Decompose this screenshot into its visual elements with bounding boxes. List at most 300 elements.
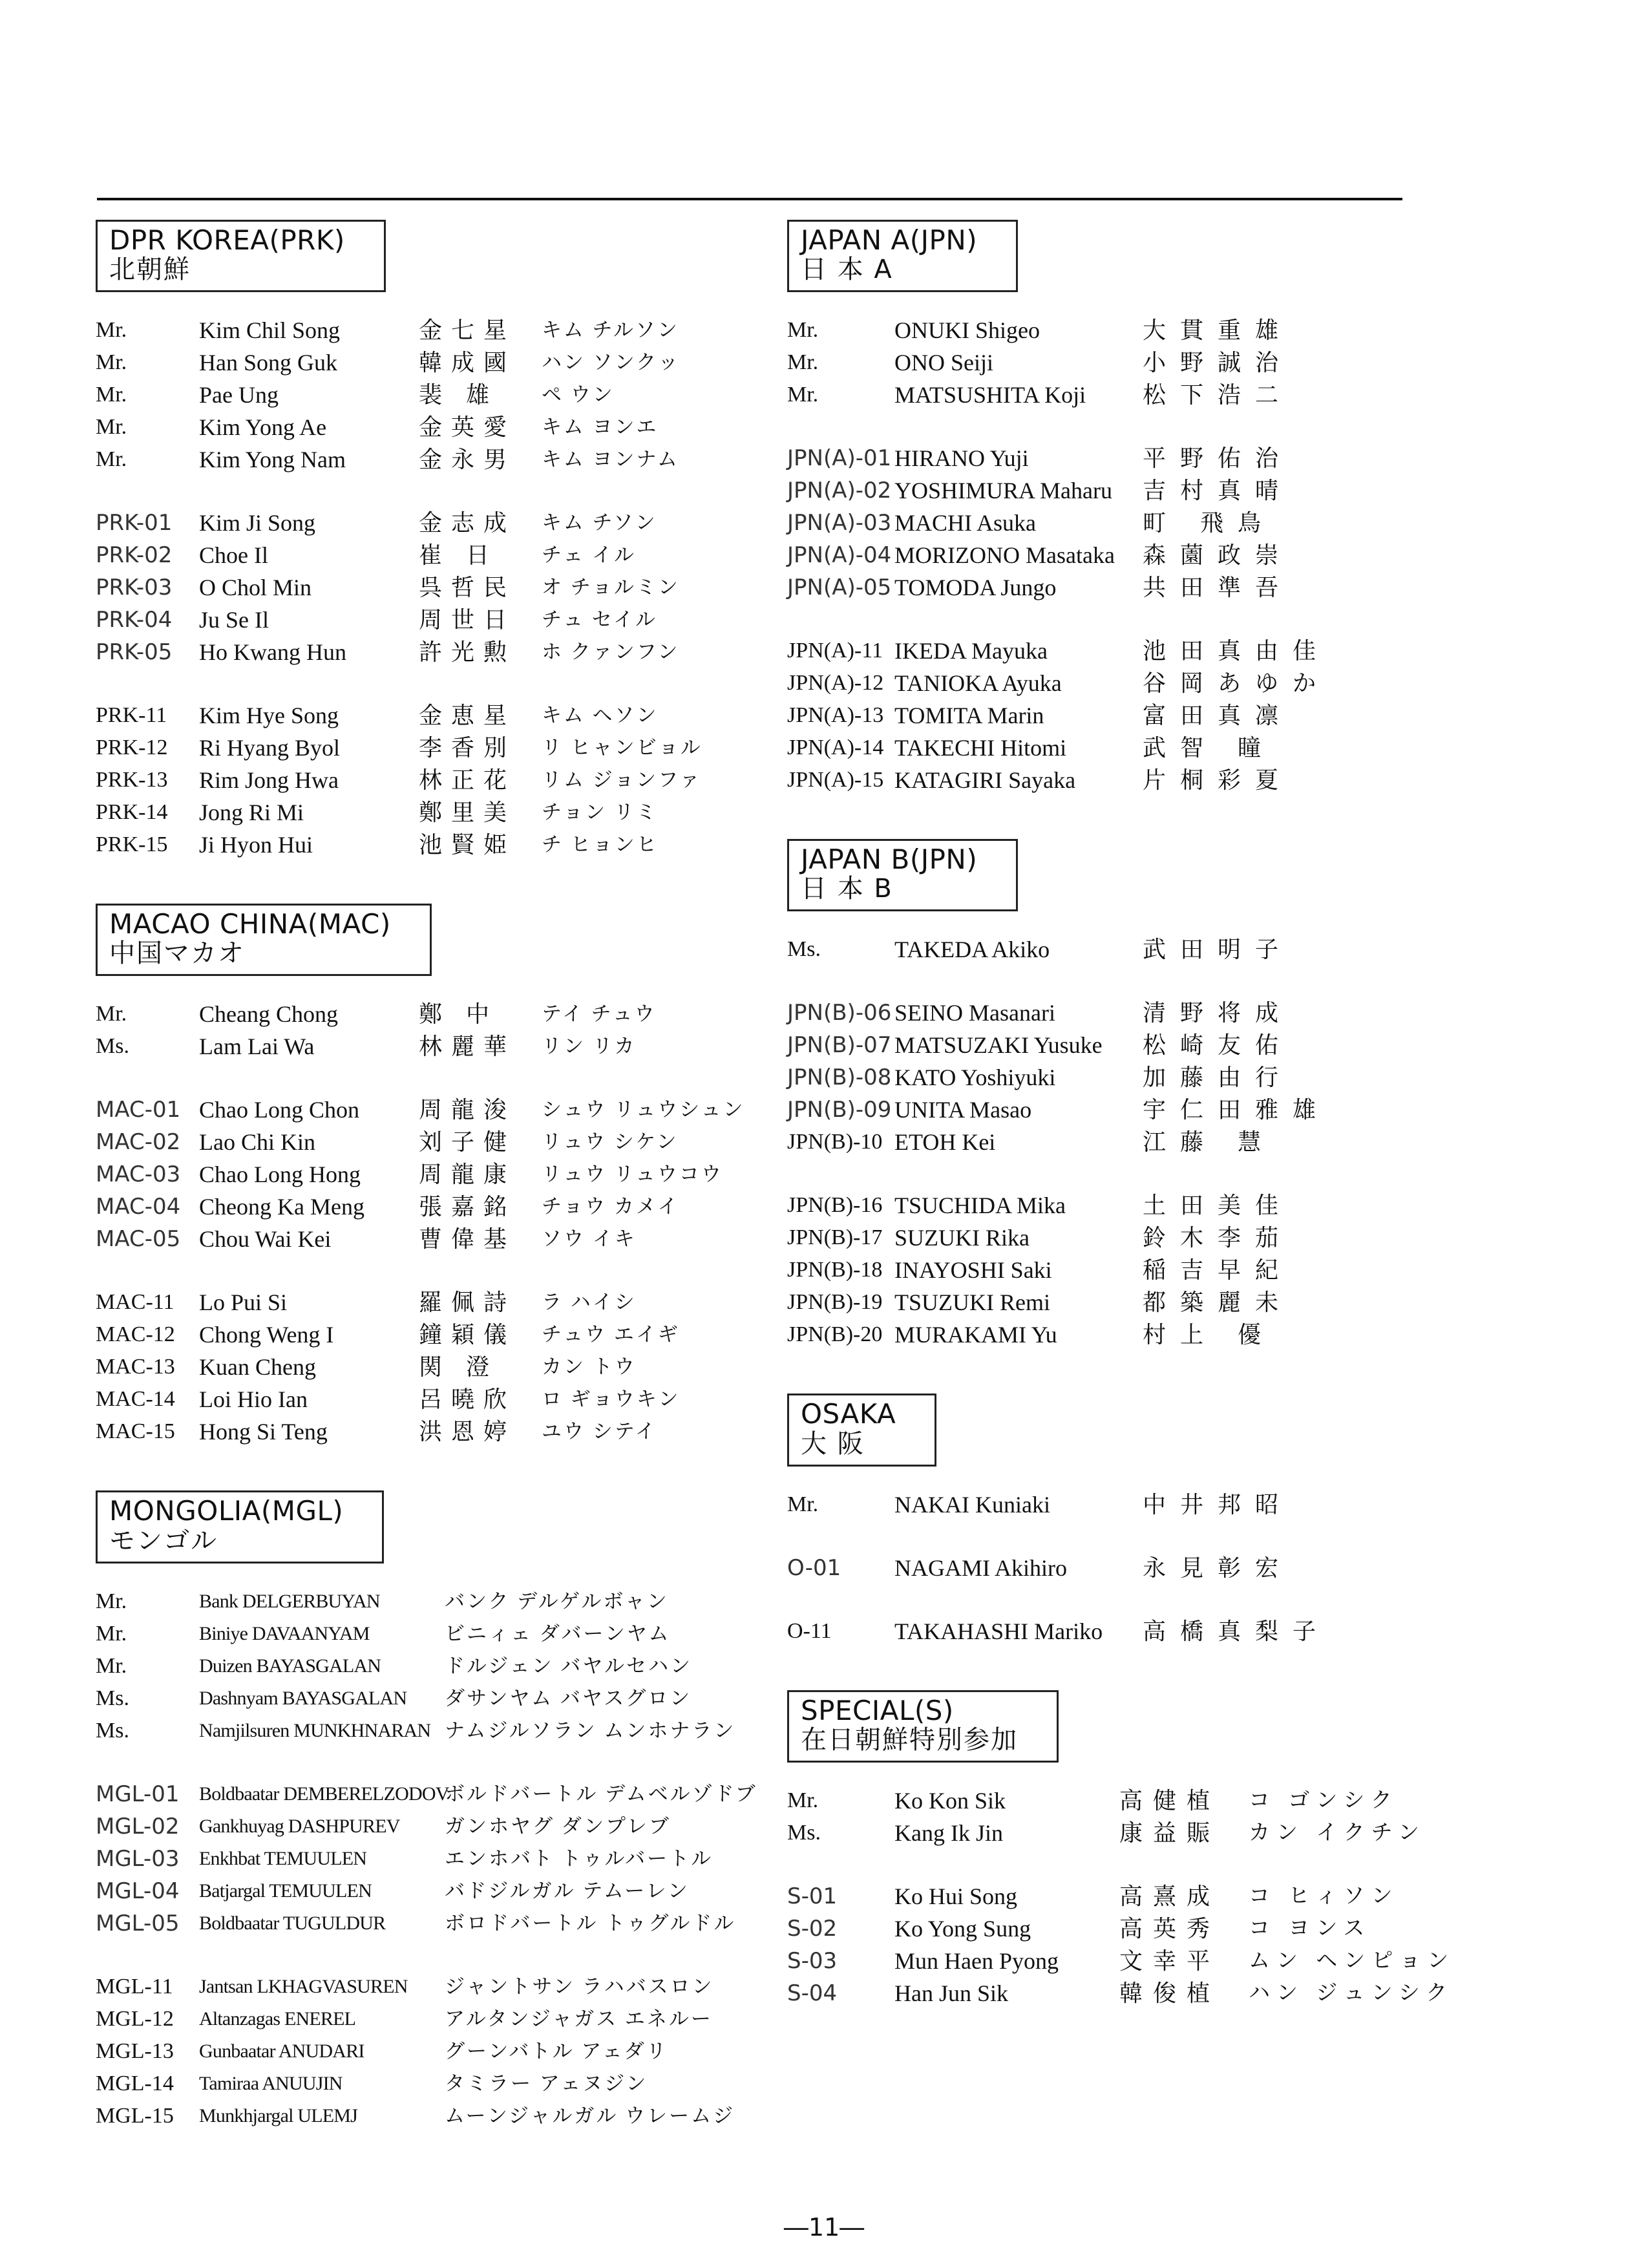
member-code: JPN(B)-09 [787,1097,892,1123]
member-name: Duizen BAYASGALAN [199,1655,381,1677]
member-row [787,346,1524,379]
member-code: Mr. [787,318,819,343]
member-kanji: 大貫重雄 [1143,317,1293,344]
member-row [96,1158,781,1191]
member-row [787,1817,1524,1849]
member-code: JPN(A)-14 [787,736,884,760]
member-code: MGL-12 [96,2006,174,2031]
team-name-ja: 在日朝鮮特別参加 [801,1724,1018,1755]
member-kanji: 高健植 [1119,1787,1221,1814]
member-row [96,411,781,443]
member-row [96,829,781,861]
member-kanji: 高橋真梨子 [1143,1618,1331,1644]
member-row [96,796,781,829]
member-row [787,1286,1524,1319]
member-name: Hong Si Teng [199,1419,328,1445]
member-kanji: 池賢姫 [419,832,516,858]
member-name: Mun Haen Pyong [894,1947,1059,1974]
member-kanji: 片桐彩夏 [1143,767,1293,794]
member-code: MGL-04 [96,1878,180,1904]
member-kanji: 許光勲 [419,639,516,666]
member-row [787,379,1524,411]
member-kana: ガンホヤグ ダンプレブ [445,1814,671,1838]
member-kana: キム ヘソン [542,704,659,727]
member-kanji: 武智 瞳 [1143,735,1276,761]
member-code: Mr. [96,415,127,440]
member-kana: ロ ギョウキン [542,1388,681,1411]
member-row [787,474,1524,507]
member-group [787,933,1524,966]
member-name: ETOH Kei [894,1129,996,1156]
member-row [96,2068,781,2100]
member-kana: ホ クァンフン [542,641,680,664]
member-kana: コ ゴンシク [1249,1788,1399,1812]
member-row [787,1489,1524,1521]
member-kanji: 稲吉早紀 [1143,1257,1293,1284]
member-kanji: 関 澄 [419,1354,499,1381]
team-name-ja: モンゴル [109,1525,218,1556]
member-name: Munkhjargal ULEMJ [199,2104,357,2126]
member-name: Kim Hye Song [199,703,339,729]
member-name: MATSUZAKI Yusuke [894,1032,1103,1059]
member-group [96,1286,781,1448]
member-name: UNITA Masao [894,1097,1032,1123]
member-name: Ko Kon Sik [894,1787,1006,1814]
member-name: MURAKAMI Yu [894,1322,1057,1348]
member-kanji: 李香別 [419,735,516,761]
member-name: Jantsan LKHAGVASUREN [199,1975,408,1997]
member-name: TOMODA Jungo [894,575,1057,601]
member-row [787,635,1524,667]
member-code: PRK-12 [96,736,168,760]
member-kanji: 共田準吾 [1143,575,1293,601]
member-code: PRK-01 [96,510,173,536]
member-group [96,1585,781,1747]
team-name-en: MACAO CHINA(MAC) [109,908,391,940]
member-row [96,346,781,379]
member-row [96,1191,781,1223]
member-kana: リ ヒャンビョル [542,736,703,759]
member-group [787,1785,1524,1849]
member-kana: アルタンジャガス エネルー [445,2007,713,2030]
member-name: MORIZONO Masataka [894,542,1115,569]
member-code: JPN(B)-17 [787,1225,883,1250]
member-row [96,604,781,636]
member-code: MGL-13 [96,2039,174,2063]
member-name: NAGAMI Akihiro [894,1554,1067,1581]
member-kanji: 土田美佳 [1143,1192,1293,1219]
member-code: MGL-11 [96,1974,173,1998]
member-group [96,998,781,1063]
member-name: Boldbaatar DEMBERELZODOV [199,1783,449,1805]
member-row [96,732,781,764]
member-row [96,1843,781,1875]
member-code: Mr. [96,318,127,343]
member-code: Mr. [96,1589,127,1613]
member-code: PRK-13 [96,768,168,792]
member-row [96,1223,781,1255]
team-section [96,904,781,1448]
member-code: MGL-14 [96,2071,174,2095]
member-group [787,635,1524,796]
member-kana: コ ヨンス [1249,1916,1371,1940]
member-name: Kuan Cheng [199,1354,316,1381]
member-group [96,699,781,861]
member-code: S-03 [787,1947,838,1974]
member-kana: ハン ソンクッ [542,351,681,374]
member-row [96,1319,781,1351]
page-number: ―11― [783,2213,865,2242]
member-kanji: 鈴木李茄 [1143,1225,1293,1251]
team-name-en: JAPAN B(JPN) [801,843,978,876]
member-kana: ソウ イキ [542,1227,637,1251]
member-row [787,1880,1524,1913]
member-kana: テイ チュウ [542,1002,657,1026]
member-name: TAKECHI Hitomi [894,735,1067,761]
member-code: Ms. [96,1686,129,1710]
member-name: Bank DELGERBUYAN [199,1590,380,1612]
member-name: Lao Chi Kin [199,1129,315,1156]
team-name-en: DPR KOREA(PRK) [109,224,345,256]
member-row [96,1030,781,1063]
member-kana: カン トウ [542,1355,637,1379]
member-group [787,1489,1524,1521]
member-kanji: 松崎友佑 [1143,1032,1293,1059]
member-row [96,1126,781,1158]
member-kanji: 張嘉銘 [419,1194,516,1220]
member-kanji: 羅佩詩 [419,1289,516,1316]
member-name: Ko Yong Sung [894,1915,1031,1942]
member-name: Kim Yong Ae [199,414,327,441]
member-code: JPN(A)-02 [787,478,892,504]
member-kanji: 金恵星 [419,703,516,729]
member-name: IKEDA Mayuka [894,638,1048,664]
member-name: KATO Yoshiyuki [894,1065,1056,1091]
member-kanji: 鄭里美 [419,800,516,826]
member-kana: ジャントサン ラハバスロン [445,1975,714,1998]
member-code: MAC-13 [96,1355,175,1379]
member-row [96,1778,781,1810]
member-name: TOMITA Marin [894,703,1044,729]
team-name-ja: 大 阪 [801,1428,865,1459]
member-kanji: 崔 日 [419,542,499,569]
member-kana: ダサンヤム バヤスグロン [445,1686,692,1710]
member-code: MGL-02 [96,1813,180,1839]
member-row [96,443,781,476]
member-name: NAKAI Kuniaki [894,1491,1050,1518]
member-kana: カン イクチン [1249,1821,1426,1845]
member-name: Enkhbat TEMUULEN [199,1847,367,1869]
member-row [96,1351,781,1383]
member-row [787,1189,1524,1222]
member-row [787,764,1524,796]
member-row [96,1907,781,1940]
member-row [787,442,1524,474]
member-kanji: 中井邦昭 [1143,1491,1293,1518]
member-name: Han Jun Sik [894,1980,1009,2006]
member-row [96,1585,781,1618]
member-kana: ビニィェ ダバーンヤム [445,1622,671,1645]
member-row [96,699,781,732]
member-kanji: 裴 雄 [419,382,499,408]
member-kanji: 江藤 慧 [1143,1129,1276,1156]
member-kana: チュ セイル [542,608,657,631]
member-kanji: 周龍浚 [419,1097,516,1123]
member-row [787,699,1524,732]
member-kanji: 小野誠治 [1143,350,1293,376]
member-code: Ms. [787,937,821,962]
member-kana: バンク デルゲルボャン [445,1589,669,1613]
member-row [96,2035,781,2068]
member-code: JPN(B)-07 [787,1032,892,1059]
member-code: Mr. [96,447,127,472]
member-code: Mr. [787,1788,819,1812]
member-kanji: 周世日 [419,607,516,633]
member-kanji: 谷岡あゆか [1143,670,1331,697]
member-kanji: 高英秀 [1119,1915,1221,1942]
team-name-ja: 日 本 A [801,255,893,285]
member-kana: キム チソン [542,511,657,535]
member-row [787,1945,1524,1977]
member-kanji: 文幸平 [1119,1947,1221,1974]
member-name: Gunbaatar ANUDARI [199,2040,364,2062]
member-kanji: 町 飛鳥 [1143,510,1276,536]
member-group [96,1094,781,1255]
member-kana: キム ヨンナム [542,448,679,471]
member-name: INAYOSHI Saki [894,1257,1052,1284]
member-name: TSUZUKI Remi [894,1289,1050,1316]
member-kanji: 吉村真晴 [1143,478,1293,504]
member-name: Lo Pui Si [199,1289,288,1316]
team-name-ja: 北朝鮮 [109,255,191,285]
member-kana: ハン ジュンシク [1249,1981,1454,2005]
member-row [96,1715,781,1747]
member-name: Boldbaatar TUGULDUR [199,1912,386,1934]
team-name-en: MONGOLIA(MGL) [109,1495,344,1527]
team-name-ja: 日 本 B [801,874,893,904]
member-code: MGL-05 [96,1910,180,1936]
member-row [787,314,1524,346]
member-name: Cheang Chong [199,1001,338,1028]
member-name: MATSUSHITA Koji [894,382,1086,408]
member-kana: コ ヒィソン [1249,1884,1399,1908]
member-name: O Chol Min [199,575,312,601]
member-group [787,1189,1524,1351]
member-name: MACHI Asuka [894,510,1037,536]
member-code: MGL-01 [96,1781,180,1807]
member-kana: タミラー アェヌジン [445,2072,648,2095]
member-row [96,636,781,668]
member-kana: チェ イル [542,544,636,567]
member-kana: ナムジルソラン ムンホナラン [445,1719,736,1742]
member-row [96,507,781,539]
member-row [96,998,781,1030]
member-kanji: 高熹成 [1119,1883,1221,1909]
member-code: JPN(B)-16 [787,1193,883,1218]
member-group [787,314,1524,411]
member-name: Chong Weng I [199,1322,334,1348]
member-row [96,1286,781,1319]
member-name: Altanzagas ENEREL [199,2008,356,2030]
member-name: SUZUKI Rika [894,1225,1030,1251]
member-name: Han Song Guk [199,350,337,376]
member-kanji: 平野佑治 [1143,445,1293,472]
member-kanji: 曹偉基 [419,1226,516,1253]
member-group [96,507,781,668]
team-section [787,839,1524,1351]
member-row [787,1977,1524,2009]
member-row [787,1029,1524,1061]
member-code: S-04 [787,1980,838,2006]
member-code: JPN(A)-04 [787,542,892,569]
team-name-en: JAPAN A(JPN) [801,224,978,256]
member-code: MAC-04 [96,1194,181,1220]
member-code: JPN(B)-18 [787,1258,883,1282]
member-name: Choe Il [199,542,268,569]
member-row [787,1126,1524,1158]
member-kanji: 林麗華 [419,1033,516,1060]
member-code: Mr. [787,350,819,375]
member-kana: エンホバト トゥルバートル [445,1847,713,1870]
member-kana: シュウ リュウシュン [542,1098,745,1121]
member-code: MAC-02 [96,1129,181,1156]
member-name: Ho Kwang Hun [199,639,346,666]
member-kana: チョウ カメイ [542,1195,680,1218]
member-name: Loi Hio Ian [199,1386,308,1413]
member-code: JPN(A)-12 [787,671,884,695]
member-code: PRK-03 [96,575,173,601]
member-row [96,539,781,571]
member-code: JPN(A)-01 [787,445,892,472]
member-kanji: 清野将成 [1143,1000,1293,1026]
member-name: Kim Ji Song [199,510,316,536]
member-kanji: 鄭 中 [419,1001,499,1028]
member-kanji: 加藤由行 [1143,1065,1293,1091]
member-code: JPN(B)-10 [787,1130,883,1154]
member-name: HIRANO Yuji [894,445,1029,472]
member-code: S-01 [787,1883,838,1909]
member-kanji: 康益賑 [1119,1819,1221,1846]
team-header-box [96,1490,384,1563]
member-kanji: 韓俊植 [1119,1980,1221,2006]
member-row [96,571,781,604]
member-kana: チ ヒョンヒ [542,833,659,856]
member-code: MAC-03 [96,1161,181,1188]
team-section [787,1394,1524,1647]
member-row [96,314,781,346]
member-row [787,667,1524,699]
member-name: KATAGIRI Sayaka [894,767,1076,794]
team-header-box [787,1394,936,1466]
member-name: Jong Ri Mi [199,800,304,826]
member-row [787,1061,1524,1094]
member-row [96,379,781,411]
team-name-ja: 中国マカオ [109,938,245,969]
team-header-box [787,839,1018,911]
member-kana: ペ ウン [542,383,615,407]
member-name: TSUCHIDA Mika [894,1192,1066,1219]
member-name: SEINO Masanari [894,1000,1055,1026]
member-kana: チュウ エイギ [542,1323,680,1346]
member-row [787,1552,1524,1584]
member-group [787,1880,1524,2009]
member-name: Dashnyam BAYASGALAN [199,1687,407,1709]
member-name: Batjargal TEMUULEN [199,1880,372,1902]
member-code: MAC-12 [96,1322,175,1347]
member-code: Mr. [787,1492,819,1516]
member-name: Namjilsuren MUNKHNARAN [199,1719,431,1741]
member-kana: バドジルガル テムーレン [445,1879,690,1902]
member-kanji: 刘子健 [419,1129,516,1156]
member-row [787,933,1524,966]
member-name: Gankhuyag DASHPUREV [199,1815,400,1837]
member-kanji: 松下浩二 [1143,382,1293,408]
member-code: JPN(A)-11 [787,639,883,663]
member-name: Cheong Ka Meng [199,1194,364,1220]
member-group [787,1615,1524,1648]
member-name: Kim Chil Song [199,317,341,344]
member-name: Ko Hui Song [894,1883,1018,1909]
member-code: MGL-15 [96,2103,174,2128]
member-row [787,571,1524,604]
member-code: PRK-14 [96,800,168,825]
member-kanji: 森薗政崇 [1143,542,1293,569]
member-kanji: 呉哲民 [419,575,516,601]
member-code: PRK-15 [96,832,168,857]
member-code: JPN(A)-05 [787,575,892,601]
member-code: JPN(A)-03 [787,510,892,536]
member-kanji: 周龍康 [419,1161,516,1188]
member-name: Rim Jong Hwa [199,767,339,794]
member-code: JPN(A)-15 [787,768,884,792]
member-row [787,1254,1524,1286]
member-row [96,1383,781,1415]
team-name-en: SPECIAL(S) [801,1694,954,1726]
member-kana: ムーンジャルガル ウレームジ [445,2104,735,2127]
member-row [787,1319,1524,1351]
team-section [96,1490,781,2132]
member-row [787,1094,1524,1126]
member-kana: ボルドバートル デムベルゾドブ [445,1782,757,1805]
member-code: MAC-14 [96,1387,175,1412]
member-row [96,1618,781,1650]
member-row [787,1913,1524,1945]
member-kana: リュウ シケン [542,1130,679,1154]
member-group [96,1971,781,2132]
member-code: JPN(B)-20 [787,1322,883,1347]
member-kana: ドルジェン バヤルセハン [445,1654,693,1677]
member-kana: オ チョルミン [542,576,680,599]
member-kanji: 金英愛 [419,414,516,441]
member-group [787,1552,1524,1584]
member-name: TANIOKA Ayuka [894,670,1062,697]
member-row [96,1650,781,1682]
team-name-en: OSAKA [801,1398,896,1430]
member-name: Kang Ik Jin [894,1819,1003,1846]
member-kanji: 村上 優 [1143,1322,1276,1348]
member-row [96,1094,781,1126]
member-kanji: 韓成國 [419,350,516,376]
member-code: S-02 [787,1915,838,1942]
member-code: Mr. [96,1002,127,1026]
member-name: ONUKI Shigeo [894,317,1040,344]
member-kanji: 都築麗未 [1143,1289,1293,1316]
member-code: PRK-04 [96,607,173,633]
team-header-box [787,220,1018,292]
member-kanji: 金志成 [419,510,516,536]
member-row [96,2003,781,2035]
member-code: Ms. [96,1034,129,1059]
